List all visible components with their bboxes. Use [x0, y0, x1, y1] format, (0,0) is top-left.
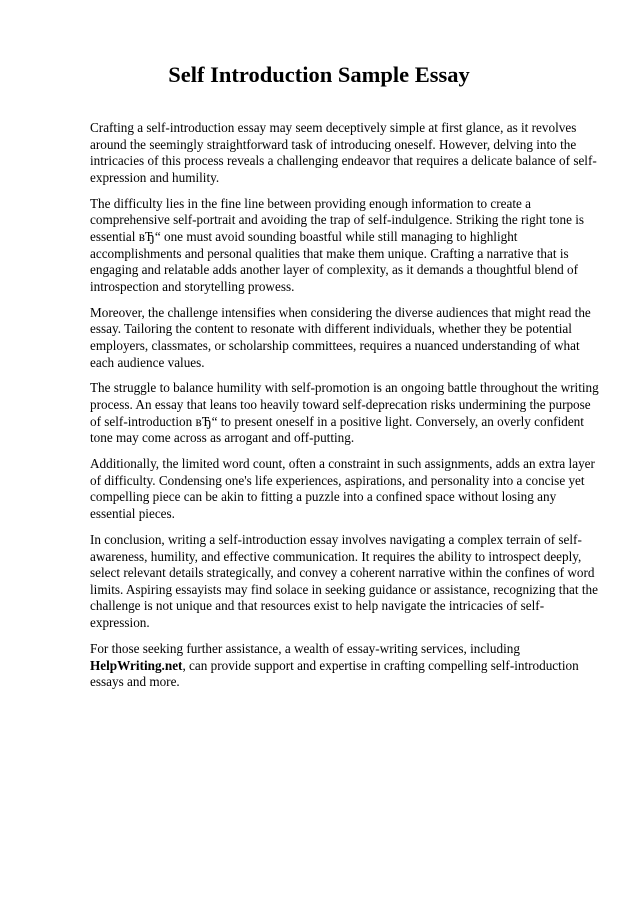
- paragraph-2: The difficulty lies in the fine line between providing enough information to create a comprehensive self-portrait and avoiding the trap of self-indulgence. Striking the right tone is essential вЂ“ one must avoid sounding boastful while still managing to highlight accomplishments and personal qualities that make them unique. Crafting a narrative that is engaging and relatable adds another layer of complexity, as it demands a thoughtful blend of introspection and storytelling prowess.: [90, 195, 585, 294]
- paragraph-7-lead: For those seeking further assistance, a wealth of essay-writing services, including: [90, 640, 520, 656]
- helpwriting-link[interactable]: HelpWriting.net: [90, 657, 183, 673]
- paragraph-3: Moreover, the challenge intensifies when considering the diverse audiences that might read the essay. Tailoring the content to resonate with different individuals, whether they be potential employers, classmates, or scholarship committees, requires a nuanced understanding of what each audience values.: [90, 304, 591, 370]
- page-title: Self Introduction Sample Essay: [168, 62, 470, 87]
- paragraph-7: [90, 641, 600, 691]
- paragraph-1: Crafting a self-introduction essay may seem deceptively simple at first glance, as it revolves around the seemingly straightforward task of introducing oneself. However, delving into the intricacies of this process reveals a challenging endeavor that requires a delicate balance of self-expression and humility.: [90, 120, 597, 185]
- paragraph-4: The struggle to balance humility with self-promotion is an ongoing battle throughout the writing process. An essay that leans too heavily toward self-deprecation risks undermining the purpose of self-introduction вЂ“ to present oneself in a positive light. Conversely, an overly confident tone may come across as arrogant and off-putting.: [90, 380, 599, 446]
- paragraph-7-tail: , can provide support and expertise in crafting compelling self-introduction essays and more.: [90, 657, 579, 690]
- essay-body: [90, 120, 600, 700]
- paragraph-5: Additionally, the limited word count, often a constraint in such assignments, adds an extra layer of difficulty. Condensing one's life experiences, aspirations, and personality into a concise yet compelling piece can be akin to fitting a puzzle into a confined space without losing any essential pieces.: [90, 456, 595, 522]
- paragraph-6: In conclusion, writing a self-introduction essay involves navigating a complex terrain of self-awareness, humility, and effective communication. It requires the ability to introspect deeply, select relevant details strategically, and convey a coherent narrative within the confines of word limits. Aspiring essayists may find solace in seeking guidance or assistance, recognizing that the challenge is not unique and that resources exist to help navigate the intricacies of self-expression.: [90, 532, 598, 630]
